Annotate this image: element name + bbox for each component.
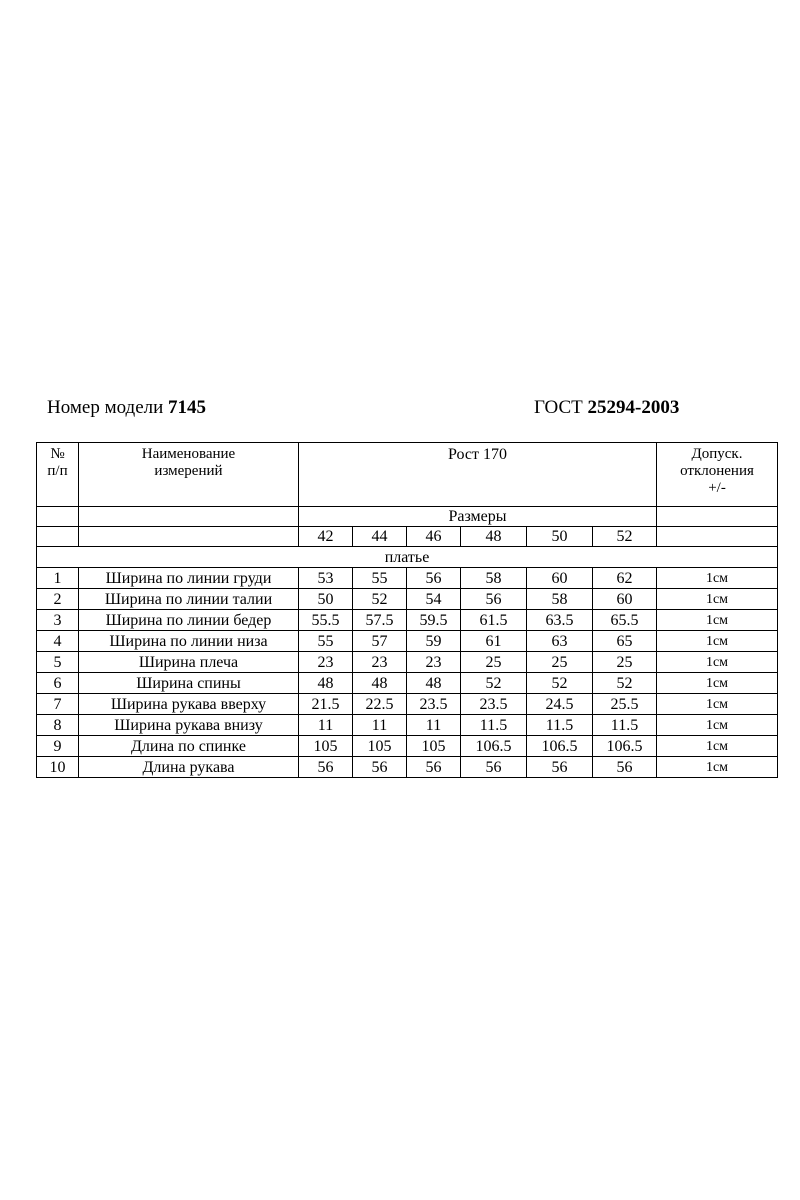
section-title: платье [37,547,778,568]
measurement-value: 55 [353,568,407,589]
size-header: 44 [353,527,407,547]
measurement-name: Ширина рукава внизу [79,715,299,736]
measurement-value: 60 [593,589,657,610]
measurement-value: 59.5 [407,610,461,631]
measurement-value: 56 [461,757,527,778]
row-number: 8 [37,715,79,736]
model-number: 7145 [168,397,207,418]
empty-cell [37,507,79,527]
measurement-value: 52 [527,673,593,694]
measurement-name: Ширина по линии груди [79,568,299,589]
measurement-value: 57 [353,631,407,652]
measurement-value: 59 [407,631,461,652]
row-number: 5 [37,652,79,673]
measurement-value: 21.5 [299,694,353,715]
measurement-value: 56 [353,757,407,778]
measurement-value: 56 [407,568,461,589]
tolerance-value: 1см [657,652,778,673]
measurement-name: Ширина по линии низа [79,631,299,652]
tolerance-header-line-2: отклонения [680,463,754,479]
measurement-value: 23.5 [407,694,461,715]
measurement-name: Длина по спинке [79,736,299,757]
empty-cell [79,507,299,527]
row-number: 7 [37,694,79,715]
size-header: 50 [527,527,593,547]
tolerance-value: 1см [657,568,778,589]
measurement-value: 106.5 [461,736,527,757]
gost-number: 25294-2003 [587,397,680,418]
tolerance-header-line-1: Допуск. [691,446,743,462]
measurement-name: Ширина плеча [79,652,299,673]
row-number: 4 [37,631,79,652]
measurement-value: 25 [461,652,527,673]
measurement-value: 23 [407,652,461,673]
measurement-value: 55 [299,631,353,652]
measurement-value: 11.5 [461,715,527,736]
measurement-value: 23 [353,652,407,673]
tolerance-value: 1см [657,631,778,652]
table-row [37,652,778,673]
measurement-value: 63.5 [527,610,593,631]
measurement-value: 56 [299,757,353,778]
row-number: 1 [37,568,79,589]
name-header-line-2: измерений [154,463,223,479]
measurement-value: 56 [407,757,461,778]
size-header: 42 [299,527,353,547]
empty-cell [657,507,778,527]
tolerance-value: 1см [657,715,778,736]
measurement-value: 52 [461,673,527,694]
measurement-value: 61 [461,631,527,652]
gost-label: ГОСТ [534,397,583,418]
sizes-label: Размеры [299,507,657,527]
model-label: Номер модели [47,397,164,418]
measurement-value: 52 [353,589,407,610]
empty-cell [657,527,778,547]
measurement-value: 58 [461,568,527,589]
model-number-line [47,397,206,419]
column-header-name [79,443,299,507]
size-header: 48 [461,527,527,547]
measurement-value: 25.5 [593,694,657,715]
measurement-name: Ширина спины [79,673,299,694]
table-row [37,736,778,757]
table-row [37,610,778,631]
measurement-value: 54 [407,589,461,610]
measurement-name: Длина рукава [79,757,299,778]
number-header-line-1: № [50,446,65,462]
number-header-line-2: п/п [47,463,68,479]
table-row [37,694,778,715]
table-row [37,715,778,736]
measurement-value: 106.5 [527,736,593,757]
measurement-name: Ширина рукава вверху [79,694,299,715]
tolerance-value: 1см [657,694,778,715]
measurement-name: Ширина по линии талии [79,589,299,610]
measurement-value: 105 [407,736,461,757]
measurement-name: Ширина по линии бедер [79,610,299,631]
measurement-value: 48 [299,673,353,694]
measurement-value: 58 [527,589,593,610]
size-header: 52 [593,527,657,547]
table-row [37,589,778,610]
measurement-value: 24.5 [527,694,593,715]
measurement-value: 52 [593,673,657,694]
row-number: 2 [37,589,79,610]
measurement-value: 105 [353,736,407,757]
empty-cell [79,527,299,547]
measurement-value: 65.5 [593,610,657,631]
measurement-value: 106.5 [593,736,657,757]
row-number: 10 [37,757,79,778]
name-header-line-1: Наименование [141,446,236,462]
measurement-value: 105 [299,736,353,757]
measurement-value: 11.5 [527,715,593,736]
tolerance-header-line-3: +/- [708,480,726,496]
measurement-value: 61.5 [461,610,527,631]
tolerance-value: 1см [657,736,778,757]
empty-cell [37,527,79,547]
measurement-value: 11.5 [593,715,657,736]
measurement-value: 65 [593,631,657,652]
row-number: 3 [37,610,79,631]
tolerance-value: 1см [657,589,778,610]
column-header-number [37,443,79,507]
measurement-value: 22.5 [353,694,407,715]
measurement-value: 57.5 [353,610,407,631]
measurement-value: 25 [527,652,593,673]
tolerance-value: 1см [657,673,778,694]
measurement-value: 63 [527,631,593,652]
measurement-value: 23.5 [461,694,527,715]
measurement-value: 62 [593,568,657,589]
measurement-value: 25 [593,652,657,673]
column-header-tolerance [657,443,778,507]
row-number: 6 [37,673,79,694]
column-header-height: Рост 170 [299,443,657,507]
measurement-value: 48 [407,673,461,694]
measurement-value: 23 [299,652,353,673]
measurement-value: 11 [299,715,353,736]
tolerance-value: 1см [657,610,778,631]
measurement-value: 11 [407,715,461,736]
measurement-value: 56 [593,757,657,778]
measurement-value: 53 [299,568,353,589]
tolerance-value: 1см [657,757,778,778]
size-header: 46 [407,527,461,547]
table-row [37,568,778,589]
table-row [37,631,778,652]
gost-line [534,397,679,419]
table-row [37,673,778,694]
measurement-value: 60 [527,568,593,589]
table-row [37,757,778,778]
measurement-value: 50 [299,589,353,610]
measurement-value: 55.5 [299,610,353,631]
measurement-value: 56 [461,589,527,610]
row-number: 9 [37,736,79,757]
measurement-value: 56 [527,757,593,778]
measurement-table [36,442,778,778]
measurement-value: 11 [353,715,407,736]
measurement-value: 48 [353,673,407,694]
